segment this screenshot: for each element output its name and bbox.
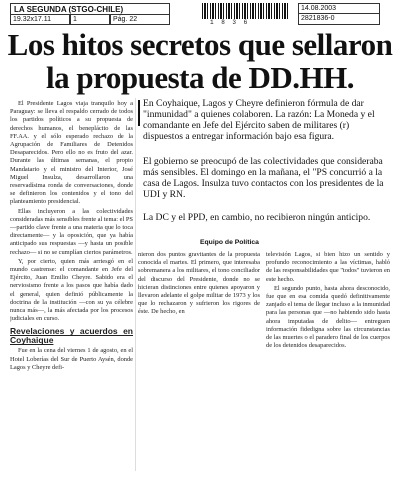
clipping-date: 14.08.2003 [298,3,380,14]
left-column [10,100,133,472]
byline: Equipo de Política [200,239,259,246]
clipping-header [10,3,390,25]
lead-paragraph: La DC y el PPD, en cambio, no recibieron ningún anticipo. [143,212,371,223]
clipping-meta-row [10,15,170,25]
body-paragraph: Ellas incluyeron a las colectividades consideradas más sensibles frente al tema: el PS —partido clave frente a una materia que lo toca directamente— y la oposición, que ya había anticipado sus respuestas —y hasta un posible rechazo— si no se cumplían ciertos parámetros. [10,207,133,256]
lead-bar [138,100,140,126]
article-headline: Los hitos secretos que sellaron la propuesta de DD.HH. [7,27,393,95]
barcode-number: 1 8 3 6 [210,19,250,26]
body-paragraph: televisión Lagos, si bien hizo un sentido y profundo reconocimiento a las víctimas, habló de las responsabilidades que "todos" tuvieron en este hecho. [266,251,390,283]
subheading: Revelaciones y acuerdos en Coyhaique [10,326,133,346]
clipping-section: 1 [70,15,110,25]
barcode [202,3,288,19]
clipping-dimensions: 19.32x17.11 [10,15,70,25]
right-column [266,251,390,471]
lead-paragraph: El gobierno se preocupó de las colectividades que consideraba más sensibles. El domingo en la mañana, el "PS concurrió a la casa de Lagos. Insulza tuvo contactos con los presidentes de la UDI y RN. [143,156,384,200]
body-paragraph: El Presidente Lagos viaja tranquilo hoy a Paraguay: se lleva el respaldo cerrado de todos los partidos políticos a su propuesta de derechos humanos, el beneplácito de las FF.AA. y el sólo esperado rechazo de la Agrupación de Familiares de Detenidos Desaparecidos. Pero ello no es fruto del azar. Durante las últimas semanas, el propio Mandatario y el ministro del Interior, José Miguel Insulza, desarrollaron una reservadísima ronda de conversaciones, donde se definieron los contenidos y el tono del planteamiento presidencial. [10,100,133,206]
body-paragraph: El segundo punto, hasta ahora desconocido, fue que en esa comida quedó definitivamente zanjado el tema de llegar incluso a la inmunidad para las personas que —no habiendo sido hasta ahora imputadas de delito— entreguen información fidedigna sobre las circunstancias de las muertes o el paradero final de los cuerpos de los detenidos desaparecidos. [266,284,390,350]
body-paragraph: Y, por cierto, quien más arriesgó en el mundo castrense: el comandante en Jefe del Ejército, Juan Emilio Cheyre. Sabido era el nerviosismo frente a los pasos que había dado el general, quien definió públicamente la doctrina de la institución —con su ya célebre nunca más—, la más afectada por los procesos judiciales en curso. [10,257,133,323]
clipping-code: 2821836-0 [298,14,380,25]
clipping-page: Pág. 22 [110,15,170,25]
body-paragraph: nieron dos puntos gravitantes de la propuesta conocida el martes. El primero, que interesaba sobremanera a los militares, el tono conciliador del discurso del Presidente, donde no se hicieran distinciones entre quienes apoyaron y llevaron adelante el golpe militar de 1973 y los que lo rechazaron y sufrieron los rigores de éste. De hecho, en [138,251,260,316]
middle-column [138,251,260,471]
lead-paragraph: En Coyhaique, Lagos y Cheyre definieron fórmula de dar "inmunidad" a quienes colaboren. La razón: La Moneda y el comandante en Jefe del Ejército saben de militares (r) dispuestos a entregar información bajo esa figura. [143,98,375,142]
publication-name: LA SEGUNDA (STGO-CHILE) [10,3,170,15]
body-paragraph: Fue en la cena del viernes 1 de agosto, en el Hotel Loberías del Sur de Puerto Aysén, donde Lagos y Cheyre defi- [10,347,133,371]
column-divider [135,98,136,471]
